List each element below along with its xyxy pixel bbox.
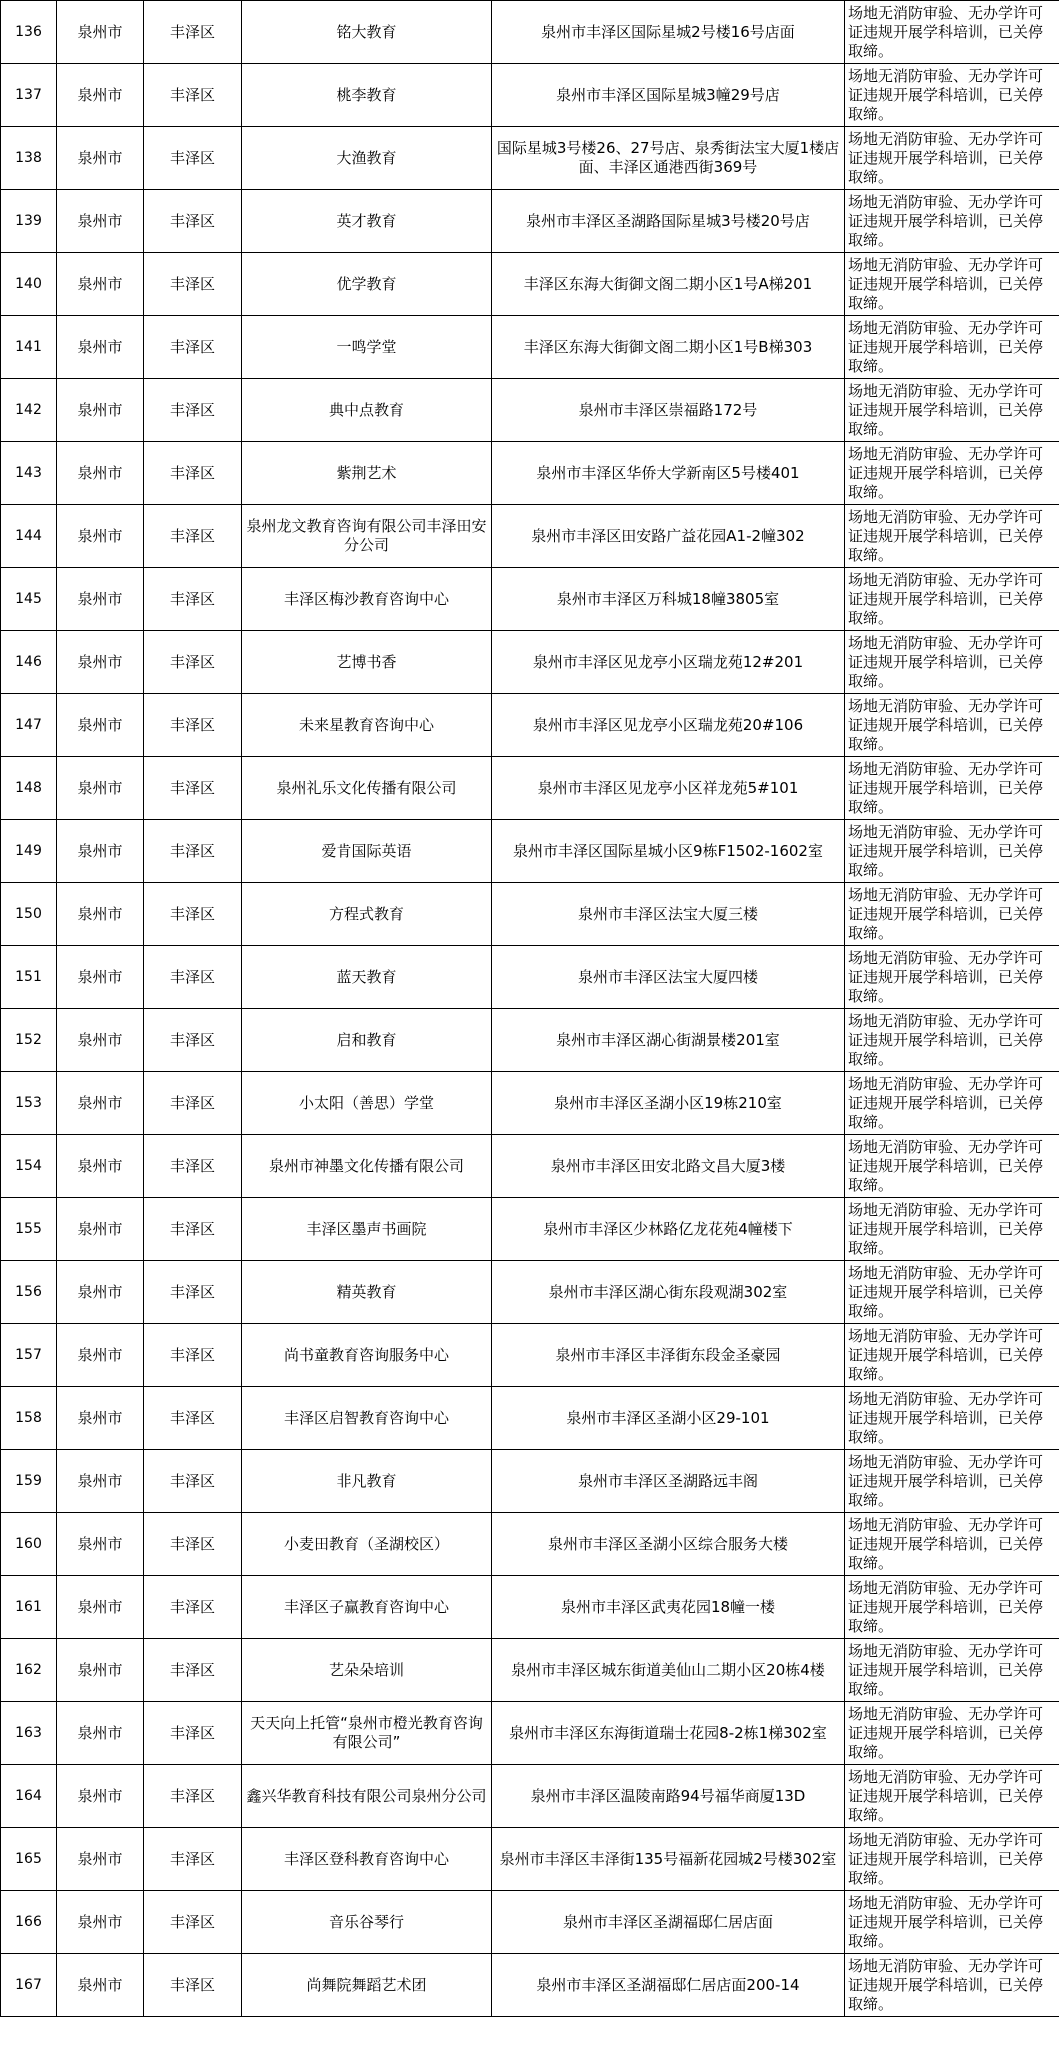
- row-number: 167: [1, 1954, 57, 2017]
- reason-cell: 场地无消防审验、无办学许可证违规开展学科培训，已关停取缔。: [845, 1891, 1059, 1954]
- district-cell: 丰泽区: [144, 631, 242, 694]
- table-row: [1, 1387, 1059, 1450]
- table-row: [1, 1072, 1059, 1135]
- institution-name: 艺博书香: [242, 631, 492, 694]
- row-number: 159: [1, 1450, 57, 1513]
- reason-cell: 场地无消防审验、无办学许可证违规开展学科培训，已关停取缔。: [845, 505, 1059, 568]
- address-cell: 泉州市丰泽区华侨大学新南区5号楼401: [492, 442, 845, 505]
- city-cell: 泉州市: [57, 379, 144, 442]
- district-cell: 丰泽区: [144, 1135, 242, 1198]
- district-cell: 丰泽区: [144, 442, 242, 505]
- city-cell: 泉州市: [57, 1387, 144, 1450]
- row-number: 137: [1, 64, 57, 127]
- city-cell: 泉州市: [57, 64, 144, 127]
- reason-cell: 场地无消防审验、无办学许可证违规开展学科培训，已关停取缔。: [845, 190, 1059, 253]
- row-number: 164: [1, 1765, 57, 1828]
- institution-name: 英才教育: [242, 190, 492, 253]
- row-number: 136: [1, 1, 57, 64]
- district-cell: 丰泽区: [144, 1765, 242, 1828]
- city-cell: 泉州市: [57, 1324, 144, 1387]
- district-cell: 丰泽区: [144, 379, 242, 442]
- district-cell: 丰泽区: [144, 946, 242, 1009]
- city-cell: 泉州市: [57, 820, 144, 883]
- table-row: [1, 631, 1059, 694]
- district-cell: 丰泽区: [144, 820, 242, 883]
- reason-cell: 场地无消防审验、无办学许可证违规开展学科培训，已关停取缔。: [845, 64, 1059, 127]
- reason-cell: 场地无消防审验、无办学许可证违规开展学科培训，已关停取缔。: [845, 1576, 1059, 1639]
- institution-name: 桃李教育: [242, 64, 492, 127]
- city-cell: 泉州市: [57, 253, 144, 316]
- table-row: [1, 1450, 1059, 1513]
- address-cell: 泉州市丰泽区少林路亿龙花苑4幢楼下: [492, 1198, 845, 1261]
- city-cell: 泉州市: [57, 316, 144, 379]
- city-cell: 泉州市: [57, 1702, 144, 1765]
- reason-cell: 场地无消防审验、无办学许可证违规开展学科培训，已关停取缔。: [845, 1450, 1059, 1513]
- reason-cell: 场地无消防审验、无办学许可证违规开展学科培训，已关停取缔。: [845, 127, 1059, 190]
- institution-name: 未来星教育咨询中心: [242, 694, 492, 757]
- address-cell: 泉州市丰泽区丰泽街东段金圣豪园: [492, 1324, 845, 1387]
- district-cell: 丰泽区: [144, 1639, 242, 1702]
- district-cell: 丰泽区: [144, 757, 242, 820]
- row-number: 152: [1, 1009, 57, 1072]
- institution-name: 启和教育: [242, 1009, 492, 1072]
- reason-cell: 场地无消防审验、无办学许可证违规开展学科培训，已关停取缔。: [845, 253, 1059, 316]
- district-cell: 丰泽区: [144, 1954, 242, 2017]
- row-number: 162: [1, 1639, 57, 1702]
- district-cell: 丰泽区: [144, 1261, 242, 1324]
- table-row: [1, 946, 1059, 1009]
- institution-name: 尚舞院舞蹈艺术团: [242, 1954, 492, 2017]
- address-cell: 泉州市丰泽区见龙亭小区祥龙苑5#101: [492, 757, 845, 820]
- city-cell: 泉州市: [57, 1135, 144, 1198]
- row-number: 145: [1, 568, 57, 631]
- district-cell: 丰泽区: [144, 316, 242, 379]
- table-row: [1, 379, 1059, 442]
- institution-name: 典中点教育: [242, 379, 492, 442]
- reason-cell: 场地无消防审验、无办学许可证违规开展学科培训，已关停取缔。: [845, 631, 1059, 694]
- row-number: 139: [1, 190, 57, 253]
- table-row: [1, 1009, 1059, 1072]
- address-cell: 泉州市丰泽区圣湖路远丰阁: [492, 1450, 845, 1513]
- table-row: [1, 1576, 1059, 1639]
- institution-name: 丰泽区启智教育咨询中心: [242, 1387, 492, 1450]
- reason-cell: 场地无消防审验、无办学许可证违规开展学科培训，已关停取缔。: [845, 1198, 1059, 1261]
- district-cell: 丰泽区: [144, 190, 242, 253]
- address-cell: 泉州市丰泽区武夷花园18幢一楼: [492, 1576, 845, 1639]
- reason-cell: 场地无消防审验、无办学许可证违规开展学科培训，已关停取缔。: [845, 379, 1059, 442]
- district-cell: 丰泽区: [144, 883, 242, 946]
- row-number: 154: [1, 1135, 57, 1198]
- institution-name: 铭大教育: [242, 1, 492, 64]
- table-row: [1, 568, 1059, 631]
- city-cell: 泉州市: [57, 1072, 144, 1135]
- district-cell: 丰泽区: [144, 1, 242, 64]
- reason-cell: 场地无消防审验、无办学许可证违规开展学科培训，已关停取缔。: [845, 1702, 1059, 1765]
- row-number: 150: [1, 883, 57, 946]
- reason-cell: 场地无消防审验、无办学许可证违规开展学科培训，已关停取缔。: [845, 1765, 1059, 1828]
- reason-cell: 场地无消防审验、无办学许可证违规开展学科培训，已关停取缔。: [845, 568, 1059, 631]
- row-number: 158: [1, 1387, 57, 1450]
- city-cell: 泉州市: [57, 505, 144, 568]
- table-row: [1, 883, 1059, 946]
- institution-name: 紫荆艺术: [242, 442, 492, 505]
- row-number: 166: [1, 1891, 57, 1954]
- table-row: [1, 505, 1059, 568]
- row-number: 146: [1, 631, 57, 694]
- institution-name: 精英教育: [242, 1261, 492, 1324]
- address-cell: 国际星城3号楼26、27号店、泉秀街法宝大厦1楼店面、丰泽区通港西街369号: [492, 127, 845, 190]
- institution-name: 泉州市神墨文化传播有限公司: [242, 1135, 492, 1198]
- address-cell: 泉州市丰泽区圣湖福邸仁居店面200-14: [492, 1954, 845, 2017]
- address-cell: 泉州市丰泽区温陵南路94号福华商厦13D: [492, 1765, 845, 1828]
- row-number: 155: [1, 1198, 57, 1261]
- table-row: [1, 1702, 1059, 1765]
- district-cell: 丰泽区: [144, 694, 242, 757]
- city-cell: 泉州市: [57, 1, 144, 64]
- table-row: [1, 190, 1059, 253]
- table-row: [1, 1765, 1059, 1828]
- institution-name: 丰泽区梅沙教育咨询中心: [242, 568, 492, 631]
- address-cell: 泉州市丰泽区圣湖小区综合服务大楼: [492, 1513, 845, 1576]
- institution-name: 小麦田教育（圣湖校区）: [242, 1513, 492, 1576]
- row-number: 141: [1, 316, 57, 379]
- row-number: 165: [1, 1828, 57, 1891]
- institution-name: 鑫兴华教育科技有限公司泉州分公司: [242, 1765, 492, 1828]
- institution-name: 丰泽区墨声书画院: [242, 1198, 492, 1261]
- institution-name: 泉州龙文教育咨询有限公司丰泽田安分公司: [242, 505, 492, 568]
- reason-cell: 场地无消防审验、无办学许可证违规开展学科培训，已关停取缔。: [845, 946, 1059, 1009]
- city-cell: 泉州市: [57, 568, 144, 631]
- institution-name: 蓝天教育: [242, 946, 492, 1009]
- district-cell: 丰泽区: [144, 1513, 242, 1576]
- row-number: 163: [1, 1702, 57, 1765]
- reason-cell: 场地无消防审验、无办学许可证违规开展学科培训，已关停取缔。: [845, 1261, 1059, 1324]
- district-cell: 丰泽区: [144, 1198, 242, 1261]
- reason-cell: 场地无消防审验、无办学许可证违规开展学科培训，已关停取缔。: [845, 1954, 1059, 2017]
- table-row: [1, 694, 1059, 757]
- district-cell: 丰泽区: [144, 1450, 242, 1513]
- city-cell: 泉州市: [57, 1261, 144, 1324]
- row-number: 144: [1, 505, 57, 568]
- table-body: [1, 1, 1059, 2017]
- table-row: [1, 1891, 1059, 1954]
- city-cell: 泉州市: [57, 1891, 144, 1954]
- address-cell: 丰泽区东海大街御文阁二期小区1号B梯303: [492, 316, 845, 379]
- address-cell: 泉州市丰泽区万科城18幢3805室: [492, 568, 845, 631]
- row-number: 138: [1, 127, 57, 190]
- table-row: [1, 1324, 1059, 1387]
- address-cell: 泉州市丰泽区法宝大厦四楼: [492, 946, 845, 1009]
- row-number: 143: [1, 442, 57, 505]
- reason-cell: 场地无消防审验、无办学许可证违规开展学科培训，已关停取缔。: [845, 1828, 1059, 1891]
- address-cell: 泉州市丰泽区田安北路文昌大厦3楼: [492, 1135, 845, 1198]
- institution-name: 大渔教育: [242, 127, 492, 190]
- table-row: [1, 316, 1059, 379]
- reason-cell: 场地无消防审验、无办学许可证违规开展学科培训，已关停取缔。: [845, 1, 1059, 64]
- reason-cell: 场地无消防审验、无办学许可证违规开展学科培训，已关停取缔。: [845, 883, 1059, 946]
- district-cell: 丰泽区: [144, 505, 242, 568]
- institution-name: 丰泽区登科教育咨询中心: [242, 1828, 492, 1891]
- address-cell: 泉州市丰泽区圣湖福邸仁居店面: [492, 1891, 845, 1954]
- address-cell: 泉州市丰泽区国际星城2号楼16号店面: [492, 1, 845, 64]
- row-number: 161: [1, 1576, 57, 1639]
- table-row: [1, 253, 1059, 316]
- city-cell: 泉州市: [57, 757, 144, 820]
- reason-cell: 场地无消防审验、无办学许可证违规开展学科培训，已关停取缔。: [845, 1324, 1059, 1387]
- table-row: [1, 64, 1059, 127]
- row-number: 153: [1, 1072, 57, 1135]
- row-number: 151: [1, 946, 57, 1009]
- address-cell: 泉州市丰泽区田安路广益花园A1-2幢302: [492, 505, 845, 568]
- table-row: [1, 820, 1059, 883]
- city-cell: 泉州市: [57, 694, 144, 757]
- reason-cell: 场地无消防审验、无办学许可证违规开展学科培训，已关停取缔。: [845, 442, 1059, 505]
- city-cell: 泉州市: [57, 1639, 144, 1702]
- reason-cell: 场地无消防审验、无办学许可证违规开展学科培训，已关停取缔。: [845, 694, 1059, 757]
- institution-name: 音乐谷琴行: [242, 1891, 492, 1954]
- district-cell: 丰泽区: [144, 1576, 242, 1639]
- row-number: 140: [1, 253, 57, 316]
- city-cell: 泉州市: [57, 1765, 144, 1828]
- institution-name: 方程式教育: [242, 883, 492, 946]
- reason-cell: 场地无消防审验、无办学许可证违规开展学科培训，已关停取缔。: [845, 1009, 1059, 1072]
- reason-cell: 场地无消防审验、无办学许可证违规开展学科培训，已关停取缔。: [845, 316, 1059, 379]
- city-cell: 泉州市: [57, 946, 144, 1009]
- address-cell: 泉州市丰泽区见龙亭小区瑞龙苑20#106: [492, 694, 845, 757]
- reason-cell: 场地无消防审验、无办学许可证违规开展学科培训，已关停取缔。: [845, 1639, 1059, 1702]
- institution-name: 小太阳（善思）学堂: [242, 1072, 492, 1135]
- reason-cell: 场地无消防审验、无办学许可证违规开展学科培训，已关停取缔。: [845, 820, 1059, 883]
- address-cell: 泉州市丰泽区丰泽街135号福新花园城2号楼302室: [492, 1828, 845, 1891]
- city-cell: 泉州市: [57, 883, 144, 946]
- city-cell: 泉州市: [57, 1198, 144, 1261]
- table-row: [1, 757, 1059, 820]
- district-cell: 丰泽区: [144, 127, 242, 190]
- address-cell: 泉州市丰泽区国际星城小区9栋F1502-1602室: [492, 820, 845, 883]
- institution-name: 天天向上托管“泉州市橙光教育咨询有限公司”: [242, 1702, 492, 1765]
- address-cell: 泉州市丰泽区圣湖小区29-101: [492, 1387, 845, 1450]
- address-cell: 泉州市丰泽区湖心街东段观湖302室: [492, 1261, 845, 1324]
- table-row: [1, 1135, 1059, 1198]
- institution-name: 丰泽区子赢教育咨询中心: [242, 1576, 492, 1639]
- district-cell: 丰泽区: [144, 1387, 242, 1450]
- reason-cell: 场地无消防审验、无办学许可证违规开展学科培训，已关停取缔。: [845, 1072, 1059, 1135]
- city-cell: 泉州市: [57, 127, 144, 190]
- table-row: [1, 1954, 1059, 2017]
- district-cell: 丰泽区: [144, 1324, 242, 1387]
- address-cell: 泉州市丰泽区圣湖路国际星城3号楼20号店: [492, 190, 845, 253]
- district-cell: 丰泽区: [144, 1009, 242, 1072]
- institution-name: 非凡教育: [242, 1450, 492, 1513]
- district-cell: 丰泽区: [144, 568, 242, 631]
- institution-name: 优学教育: [242, 253, 492, 316]
- address-cell: 泉州市丰泽区国际星城3幢29号店: [492, 64, 845, 127]
- row-number: 160: [1, 1513, 57, 1576]
- address-cell: 泉州市丰泽区法宝大厦三楼: [492, 883, 845, 946]
- address-cell: 丰泽区东海大街御文阁二期小区1号A梯201: [492, 253, 845, 316]
- row-number: 157: [1, 1324, 57, 1387]
- table-row: [1, 1198, 1059, 1261]
- table-row: [1, 127, 1059, 190]
- district-cell: 丰泽区: [144, 1072, 242, 1135]
- address-cell: 泉州市丰泽区湖心街湖景楼201室: [492, 1009, 845, 1072]
- row-number: 142: [1, 379, 57, 442]
- city-cell: 泉州市: [57, 631, 144, 694]
- district-cell: 丰泽区: [144, 1828, 242, 1891]
- address-cell: 泉州市丰泽区东海街道瑞士花园8-2栋1梯302室: [492, 1702, 845, 1765]
- city-cell: 泉州市: [57, 1009, 144, 1072]
- district-cell: 丰泽区: [144, 1891, 242, 1954]
- city-cell: 泉州市: [57, 1828, 144, 1891]
- district-cell: 丰泽区: [144, 1702, 242, 1765]
- institution-name: 尚书童教育咨询服务中心: [242, 1324, 492, 1387]
- institution-name: 一鸣学堂: [242, 316, 492, 379]
- address-cell: 泉州市丰泽区崇福路172号: [492, 379, 845, 442]
- city-cell: 泉州市: [57, 190, 144, 253]
- district-cell: 丰泽区: [144, 64, 242, 127]
- table-row: [1, 1828, 1059, 1891]
- institution-name: 艺朵朵培训: [242, 1639, 492, 1702]
- reason-cell: 场地无消防审验、无办学许可证违规开展学科培训，已关停取缔。: [845, 1513, 1059, 1576]
- institution-name: 泉州礼乐文化传播有限公司: [242, 757, 492, 820]
- row-number: 148: [1, 757, 57, 820]
- reason-cell: 场地无消防审验、无办学许可证违规开展学科培训，已关停取缔。: [845, 1387, 1059, 1450]
- table-row: [1, 442, 1059, 505]
- address-cell: 泉州市丰泽区见龙亭小区瑞龙苑12#201: [492, 631, 845, 694]
- row-number: 147: [1, 694, 57, 757]
- table-row: [1, 1513, 1059, 1576]
- row-number: 149: [1, 820, 57, 883]
- city-cell: 泉州市: [57, 442, 144, 505]
- city-cell: 泉州市: [57, 1576, 144, 1639]
- table-row: [1, 1261, 1059, 1324]
- reason-cell: 场地无消防审验、无办学许可证违规开展学科培训，已关停取缔。: [845, 1135, 1059, 1198]
- institution-name: 爱肯国际英语: [242, 820, 492, 883]
- address-cell: 泉州市丰泽区圣湖小区19栋210室: [492, 1072, 845, 1135]
- row-number: 156: [1, 1261, 57, 1324]
- city-cell: 泉州市: [57, 1513, 144, 1576]
- city-cell: 泉州市: [57, 1450, 144, 1513]
- city-cell: 泉州市: [57, 1954, 144, 2017]
- table-row: [1, 1, 1059, 64]
- district-cell: 丰泽区: [144, 253, 242, 316]
- table-row: [1, 1639, 1059, 1702]
- address-cell: 泉州市丰泽区城东街道美仙山二期小区20栋4楼: [492, 1639, 845, 1702]
- reason-cell: 场地无消防审验、无办学许可证违规开展学科培训，已关停取缔。: [845, 757, 1059, 820]
